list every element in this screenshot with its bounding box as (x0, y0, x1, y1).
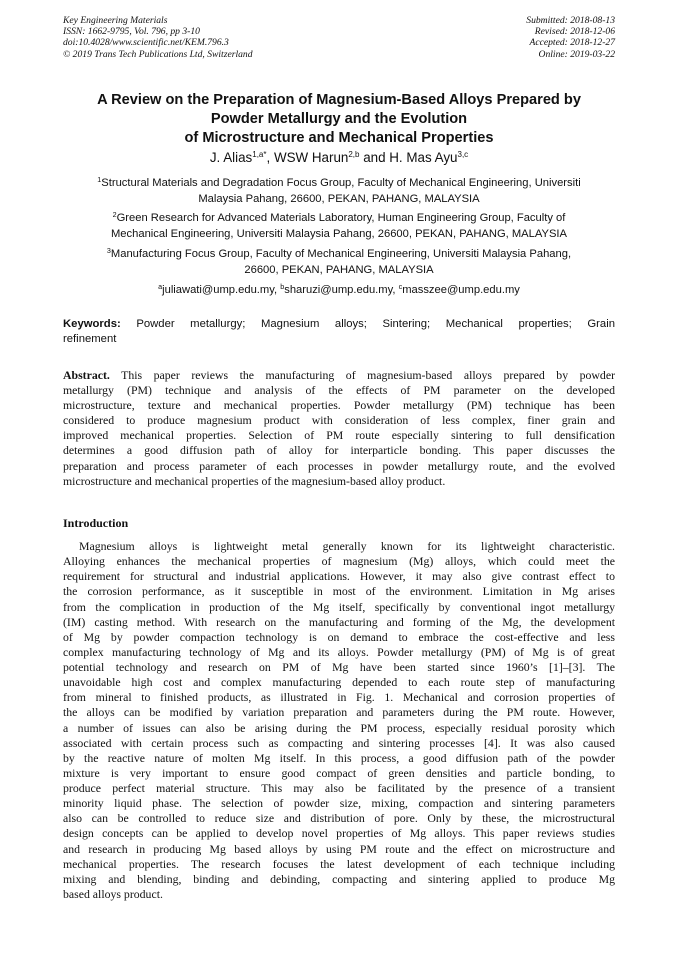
introduction-body (63, 539, 615, 902)
affiliation-line: Malaysia Pahang, 26600, PEKAN, PAHANG, MALAYSIA (198, 193, 480, 205)
body-line: the alloys can be modified by variation preparation and parameters during the PM route. However, (63, 705, 615, 720)
affiliation-mark: 2 (112, 210, 117, 219)
body-line: complex manufacturing technology of Mg and its alloys. Powder metallurgy (PM) of Mg is of great (63, 644, 615, 659)
journal-doi: doi:10.4028/www.scientific.net/KEM.796.3 (63, 37, 229, 49)
affiliation-text: Manufacturing Focus Group, Faculty of Mechanical Engineering, Universiti Malaysia Pahang, (110, 248, 572, 260)
author-name: WSW Harun (273, 150, 349, 165)
keywords-line (63, 317, 615, 332)
body-line: minority liquid phase. The selection of powder size, mixing, compaction and sintering parameters (63, 796, 615, 811)
date-submitted: Submitted: 2018-08-13 (526, 15, 615, 26)
body-line: based alloys product. (63, 886, 163, 901)
title-line: Powder Metallurgy and the Evolution (210, 111, 468, 127)
body-line: mixing and blending, binding and debinding, compacting and sintering applied to produce Mg (63, 871, 615, 886)
abstract-line: determines a good diffusion path of alloy for interparticle bonding. This paper discusses the (63, 443, 615, 458)
affiliation-text: Green Research for Advanced Materials Laboratory, Human Engineering Group, Faculty of (116, 212, 566, 224)
body-line: from the complication in production of the Mg itself, specifically by conventional ingot metallurgy (63, 599, 615, 614)
body-line: also can be controlled to reduce size and distribution of pore. Only by these, the microstructural (63, 811, 615, 826)
body-line: Alloying enhances the mechanical properties of magnesium (Mg) alloys, which could meet the (63, 554, 615, 569)
abstract-line (63, 368, 615, 383)
date-online: Online: 2019-03-22 (538, 48, 615, 60)
body-line: and research in producing Mg based alloys by using PM route and the effect on microstructure and (63, 841, 615, 856)
affiliation-line: 26600, PEKAN, PAHANG, MALAYSIA (244, 264, 434, 276)
affiliation-text: Structural Materials and Degradation Focus Group, Faculty of Mechanical Engineering, Universiti (101, 177, 581, 189)
email-mark: b (280, 282, 285, 291)
journal-info (63, 15, 253, 60)
body-line: design concepts can be applied to develop novel properties of Mg alloys. This paper reviews studies (63, 826, 615, 841)
abstract-line: improved mechanical properties. Selection of PM route especially sintering to full densification (63, 428, 615, 443)
affiliation-line (60, 246, 618, 262)
journal-name: Key Engineering Materials (63, 15, 168, 26)
email-mark: a (158, 282, 163, 291)
title-line: of Microstructure and Mechanical Properties (184, 130, 494, 146)
body-line: by the reactive nature of molten Mg itself. In this process, a good diffusion path of the powder (63, 750, 615, 765)
keywords-text: Powder metallurgy; Magnesium alloys; Sintering; Mechanical properties; Grain (120, 318, 615, 330)
author-separator: , (266, 150, 274, 165)
affiliation-line (60, 210, 618, 226)
affiliation-line: Mechanical Engineering, Universiti Malaysia Pahang, 26600, PEKAN, PAHANG, MALAYSIA (110, 228, 567, 240)
keywords-block (63, 317, 615, 347)
body-line: a number of issues can also be arising during the PM process, especially residual porosity which (63, 720, 615, 735)
paper-title (50, 91, 628, 148)
author-affiliation-mark: 2,b (348, 150, 360, 159)
author-separator: and (359, 150, 390, 165)
date-revised: Revised: 2018-12-06 (534, 26, 615, 38)
email-line (60, 282, 618, 298)
email-mark: c (398, 282, 403, 291)
body-line: Magnesium alloys is lightweight metal generally known for its lightweight characteristic. (79, 539, 615, 553)
section-heading-introduction: Introduction (63, 516, 129, 530)
body-line: potential technology and research on PM of Mg have been started since 1960’s [1]–[3]. The (63, 660, 615, 674)
body-line: unavoidable high cost and complex manufacturing depended to each route step of manufacturing (63, 675, 615, 690)
email-c: masszee@ump.edu.my (402, 284, 520, 296)
body-line: mechanical properties. The research focuses the latest development of each technique including (63, 856, 615, 871)
body-line: from mineral to finished products, as illustrated in Fig. 1. Mechanical and corrosion properties of (63, 690, 615, 705)
body-line: of Mg by powder compaction technology is on demand to embrace the cost-effective and less (63, 629, 615, 644)
abstract-line: preparation and process parameter of each processes in powder metallurgy route, and the evolved (63, 458, 615, 473)
author-emails (60, 282, 618, 298)
abstract-text: This paper reviews the manufacturing of magnesium-based alloys prepared by powder (109, 368, 615, 382)
body-line: produce perfect material structure. This may also be facilitated by the presence of a transient (63, 781, 615, 795)
body-line: requirement for structural and industrial applications. However, it may also give contrast effect to (63, 569, 615, 584)
journal-copyright: © 2019 Trans Tech Publications Ltd, Switzerland (63, 48, 253, 60)
author-name: H. Mas Ayu (389, 150, 458, 165)
affiliation-mark: 3 (106, 246, 111, 255)
journal-header (63, 15, 615, 60)
affiliation-line (60, 175, 618, 191)
abstract-line: microstructure and mechanical properties of the magnesium-based alloy product. (63, 473, 446, 488)
email-a: juliawati@ump.edu.my, (162, 284, 281, 296)
abstract-line: microstructure, texture and mechanical properties. Powder metallurgy (PM) technique has been (63, 398, 615, 413)
affiliation-3 (60, 246, 618, 278)
abstract-line: metallurgy (PM) technique and analysis of the effects of PM parameter on the developed (63, 383, 615, 398)
author-affiliation-mark: 1,a* (252, 150, 267, 159)
abstract-block (63, 368, 615, 489)
abstract-line: considered to produce magnesium product with consideration of less complex, finer grain and (63, 413, 615, 428)
journal-issn: ISSN: 1662-9795, Vol. 796, pp 3-10 (63, 26, 200, 38)
body-line: the corrosion performance, as it susceptible in most of the environment. Limitation in Mg arises (63, 584, 615, 599)
body-line: (IM) casting method. With research on the manufacturing and forming of the Mg, the development (63, 614, 615, 629)
body-line: associated with certain process such as compacting and sintering processes [4]. It was also caused (63, 735, 615, 750)
affiliation-mark: 1 (97, 175, 102, 184)
keywords-line: refinement (63, 333, 117, 345)
publication-dates (526, 15, 615, 60)
body-line: mixture is very important to ensure good compact of green densities and particle bonding, to (63, 765, 615, 780)
abstract-label: Abstract. (63, 368, 110, 382)
author-affiliation-mark: 3,c (457, 150, 469, 159)
email-b: sharuzi@ump.edu.my, (284, 284, 399, 296)
affiliation-1 (60, 175, 618, 207)
keywords-label: Keywords: (63, 318, 121, 330)
date-accepted: Accepted: 2018-12-27 (529, 37, 615, 49)
author-list (40, 149, 638, 167)
author-name: J. Alias (209, 150, 253, 165)
affiliation-2 (60, 210, 618, 242)
title-line: A Review on the Preparation of Magnesium-Based Alloys Prepared by (97, 92, 581, 108)
